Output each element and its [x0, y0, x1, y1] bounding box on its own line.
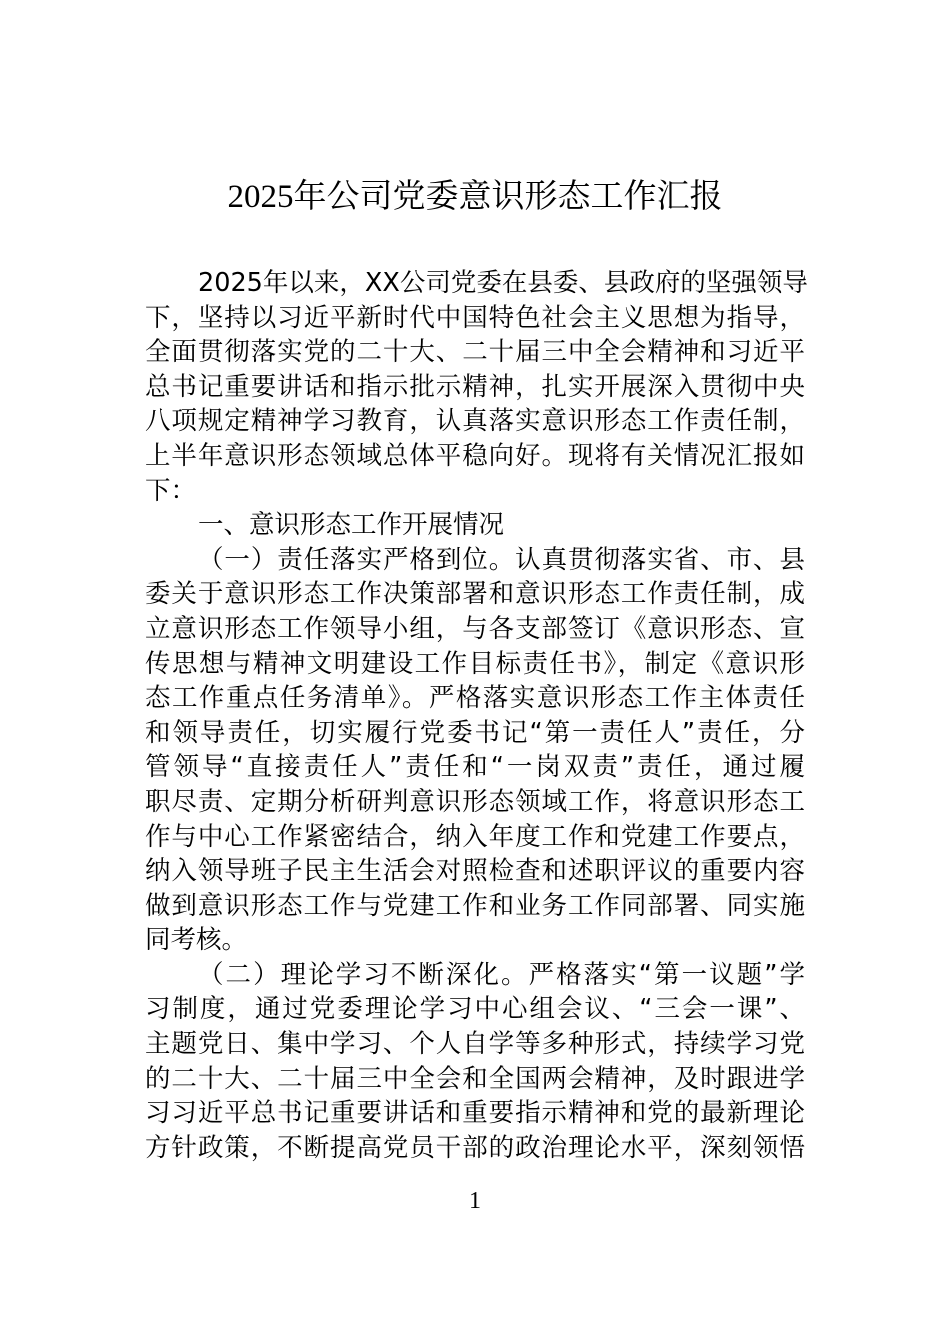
text-line: （一）责任落实严格到位。认真贯彻落实省、市、县	[198, 544, 805, 575]
section-heading: 一、意识形态工作开展情况	[198, 510, 505, 541]
text-line: 同考核。	[145, 925, 248, 956]
text-line: 总书记重要讲话和指示批示精神，扎实开展深入贯彻中央	[145, 371, 805, 402]
text-line: 下：	[145, 475, 197, 506]
text-line: 习习近平总书记重要讲话和重要指示精神和党的最新理论	[145, 1098, 805, 1129]
text-line: 和领导责任，切实履行党委书记“第一责任人”责任，分	[145, 717, 805, 748]
text-line: 习制度，通过党委理论学习中心组会议、“三会一课”、	[145, 994, 805, 1025]
text-line: 纳入领导班子民主生活会对照检查和述职评议的重要内容	[145, 856, 805, 887]
text-line: 方针政策，不断提高党员干部的政治理论水平，深刻领悟	[145, 1132, 805, 1163]
text-line: 委关于意识形态工作决策部署和意识形态工作责任制，成	[145, 579, 805, 610]
text-line: 传思想与精神文明建设工作目标责任书》，制定《意识形	[145, 648, 805, 679]
text-line: 2025年以来，XX公司党委在县委、县政府的坚强领导	[198, 268, 808, 298]
text-line: 下，坚持以习近平新时代中国特色社会主义思想为指导，	[145, 302, 805, 333]
text-line: 的二十大、二十届三中全会和全国两会精神，及时跟进学	[145, 1063, 805, 1094]
text-line: 做到意识形态工作与党建工作和业务工作同部署、同实施	[145, 890, 805, 921]
text-line: 作与中心工作紧密结合，纳入年度工作和党建工作要点，	[145, 821, 805, 852]
text-line: 管领导“直接责任人”责任和“一岗双责”责任，通过履	[145, 752, 805, 783]
text-line: 职尽责、定期分析研判意识形态领域工作，将意识形态工	[145, 786, 805, 817]
text-line: 主题党日、集中学习、个人自学等多种形式，持续学习党	[145, 1029, 805, 1060]
document-body	[145, 266, 808, 1165]
text-line: （二）理论学习不断深化。严格落实“第一议题”学	[198, 959, 805, 990]
document-title: 2025年公司党委意识形态工作汇报	[227, 179, 723, 215]
page-number: 1	[469, 1188, 481, 1214]
text-line: 上半年意识形态领域总体平稳向好。现将有关情况汇报如	[145, 440, 805, 471]
text-line: 立意识形态工作领导小组，与各支部签订《意识形态、宣	[145, 613, 805, 644]
text-line: 八项规定精神学习教育，认真落实意识形态工作责任制，	[145, 406, 805, 437]
text-line: 全面贯彻落实党的二十大、二十届三中全会精神和习近平	[145, 337, 805, 368]
text-line: 态工作重点任务清单》。严格落实意识形态工作主体责任	[145, 683, 805, 714]
